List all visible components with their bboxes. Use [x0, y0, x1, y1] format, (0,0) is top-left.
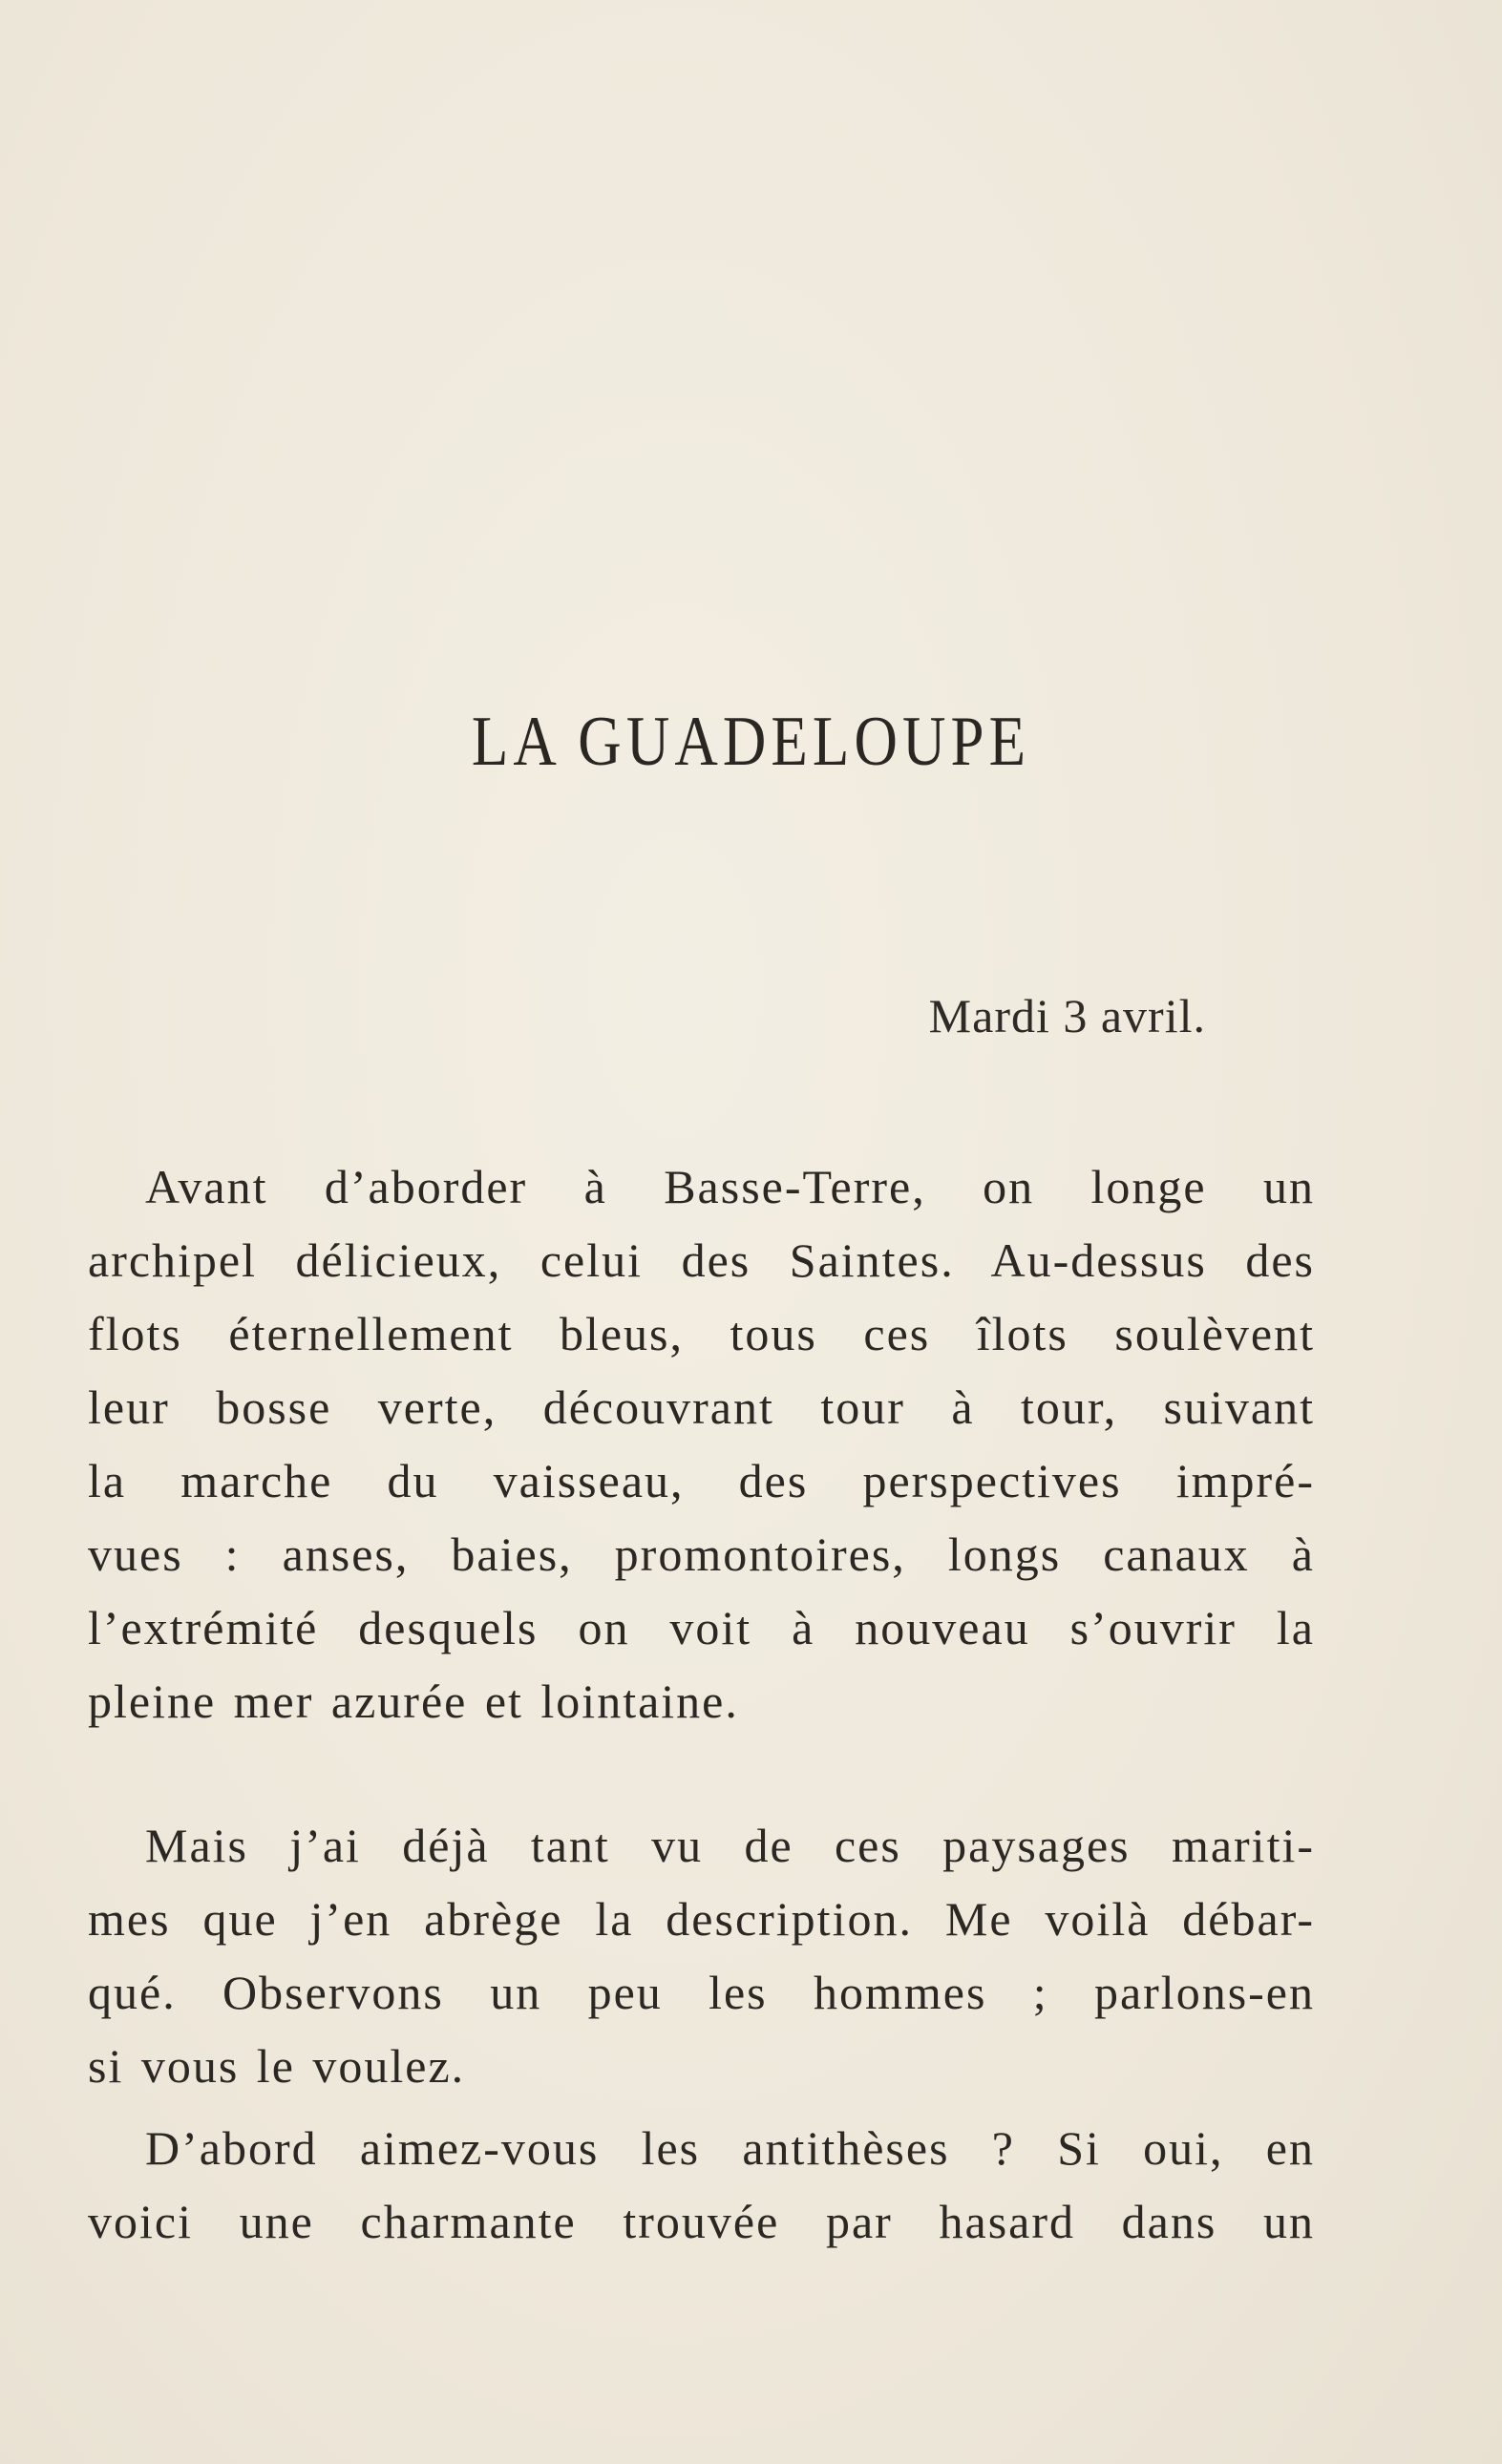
text-line: voici une charmante trouvée par hasard dans un	[88, 2195, 1315, 2248]
text-line: qué. Observons un peu les hommes ; parlons-en	[88, 1966, 1315, 2019]
text-line: D’abord aimez-vous les antithèses ? Si oui, en	[145, 2121, 1315, 2175]
text-line: mes que j’en abrège la description. Me voilà débar-	[88, 1892, 1315, 1946]
paragraph-1	[88, 1150, 1315, 1738]
text-line: l’extrémité desquels on voit à nouveau s’ouvrir la	[88, 1601, 1315, 1654]
journal-date: Mardi 3 avril.	[928, 989, 1206, 1042]
text-line: Avant d’aborder à Basse-Terre, on longe un	[145, 1160, 1315, 1213]
paragraph-3	[88, 2112, 1315, 2259]
text-line: Mais j’ai déjà tant vu de ces paysages mariti-	[145, 1819, 1315, 1872]
text-line: archipel délicieux, celui des Saintes. Au-dessus des	[88, 1233, 1315, 1287]
paragraph-2	[88, 1809, 1315, 2103]
text-line: flots éternellement bleus, tous ces îlots soulèvent	[88, 1307, 1315, 1360]
chapter-title: LA GUADELOUPE	[471, 703, 1031, 781]
text-line: si vous le voulez.	[88, 2039, 466, 2093]
text-line: vues : anses, baies, promontoires, longs canaux à	[88, 1527, 1315, 1581]
text-line: pleine mer azurée et lointaine.	[88, 1674, 739, 1728]
text-line: la marche du vaisseau, des perspectives impré-	[88, 1454, 1315, 1507]
text-line: leur bosse verte, découvrant tour à tour, suivant	[88, 1380, 1315, 1434]
